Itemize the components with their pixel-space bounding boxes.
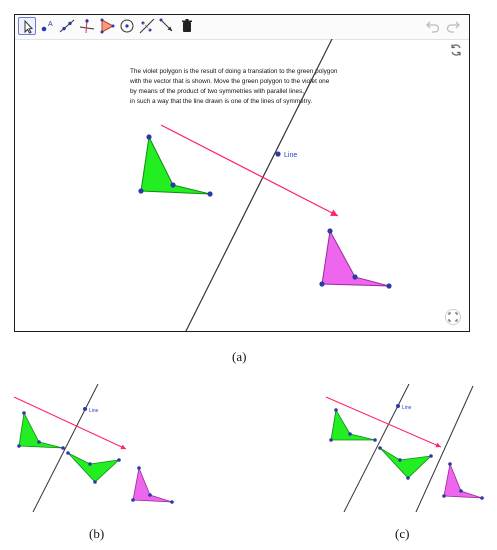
vertex-point	[378, 446, 382, 450]
polygon-icon	[98, 17, 116, 35]
symmetry-line[interactable]	[185, 39, 333, 331]
violet-polygon	[444, 464, 482, 498]
vertex-point	[373, 438, 377, 442]
undo-icon	[425, 18, 441, 34]
undo-button[interactable]	[425, 18, 441, 34]
symmetry-line	[33, 384, 98, 512]
vertex-point	[117, 458, 121, 462]
vertex-point	[327, 228, 332, 233]
svg-text:A: A	[48, 21, 53, 28]
green-polygon	[331, 410, 375, 440]
reflect-about-line-icon	[138, 17, 156, 35]
instruction-line: with the vector that is shown. Move the green polygon to the violet one	[130, 78, 330, 85]
graphics-view[interactable]	[15, 39, 469, 331]
vertex-point	[398, 458, 402, 462]
panel-c-figure	[312, 378, 497, 518]
perpendicular-line-tool-button[interactable]	[78, 17, 96, 35]
trash-icon	[178, 17, 196, 35]
line-point	[396, 404, 400, 408]
vertex-point	[61, 446, 65, 450]
vertex-point	[148, 493, 152, 497]
vertex-point	[66, 451, 70, 455]
reflected-green-polygon	[380, 448, 431, 478]
delete-tool-button[interactable]	[178, 17, 196, 35]
geogebra-applet	[14, 14, 470, 332]
vertex-point	[459, 489, 463, 493]
vertex-point	[480, 496, 484, 500]
vertex-point	[334, 408, 338, 412]
vertex-point	[137, 466, 141, 470]
vector-icon	[158, 17, 176, 35]
vertex-point	[442, 494, 446, 498]
reflect-tool-button[interactable]	[138, 17, 156, 35]
cursor-icon	[19, 18, 37, 36]
circle-center-icon	[118, 17, 136, 35]
vertex-point[interactable]	[207, 191, 212, 196]
vertex-point	[88, 462, 92, 466]
reflected-green-polygon	[68, 453, 119, 482]
instruction-line: in such a way that the line drawn is one of the lines of symmetry.	[130, 98, 313, 105]
circle-tool-button[interactable]	[118, 17, 136, 35]
toolbar	[15, 15, 469, 40]
caption-b: (b)	[89, 526, 105, 541]
line-label: Line	[89, 408, 99, 414]
vertex-point[interactable]	[138, 188, 143, 193]
vertex-point	[22, 411, 26, 415]
redo-button[interactable]	[445, 18, 461, 34]
move-tool-button[interactable]	[18, 17, 36, 35]
line-point	[83, 407, 87, 411]
line-icon	[58, 17, 76, 35]
vertex-point	[448, 462, 452, 466]
vertex-point	[329, 438, 333, 442]
vertex-point[interactable]	[170, 182, 175, 187]
perpendicular-icon	[78, 17, 96, 35]
vertex-point	[37, 440, 41, 444]
redo-icon	[445, 18, 461, 34]
caption-c: (c)	[395, 526, 410, 541]
instruction-line: by means of the product of two symmetries with parallel lines,	[130, 88, 305, 95]
caption-a: (a)	[232, 349, 247, 364]
vertex-point	[352, 274, 357, 279]
vertex-point	[348, 432, 352, 436]
green-polygon	[19, 413, 63, 448]
vertex-point[interactable]	[146, 134, 151, 139]
point-tool-button[interactable]	[38, 17, 56, 35]
symmetry-line	[344, 384, 409, 512]
vertex-point	[93, 480, 97, 484]
line-label: Line	[402, 405, 412, 411]
violet-polygon	[133, 468, 172, 502]
point-icon	[38, 17, 56, 35]
polygon-tool-button[interactable]	[98, 17, 116, 35]
vertex-point	[386, 283, 391, 288]
panel-b-figure	[0, 378, 200, 518]
instruction-line: The violet polygon is the result of doing a translation to the green polygon	[130, 68, 338, 75]
line-point[interactable]	[275, 151, 280, 156]
line-tool-button[interactable]	[58, 17, 76, 35]
vector-tool-button[interactable]	[158, 17, 176, 35]
vertex-point	[429, 454, 433, 458]
vertex-point	[406, 476, 410, 480]
vertex-point	[131, 498, 135, 502]
fullscreen-button[interactable]	[445, 309, 461, 325]
line-label: Line	[284, 152, 298, 159]
vertex-point	[319, 281, 324, 286]
fullscreen-icon	[446, 310, 460, 324]
vertex-point	[170, 500, 174, 504]
translation-vector[interactable]	[161, 125, 338, 216]
vertex-point	[17, 444, 21, 448]
